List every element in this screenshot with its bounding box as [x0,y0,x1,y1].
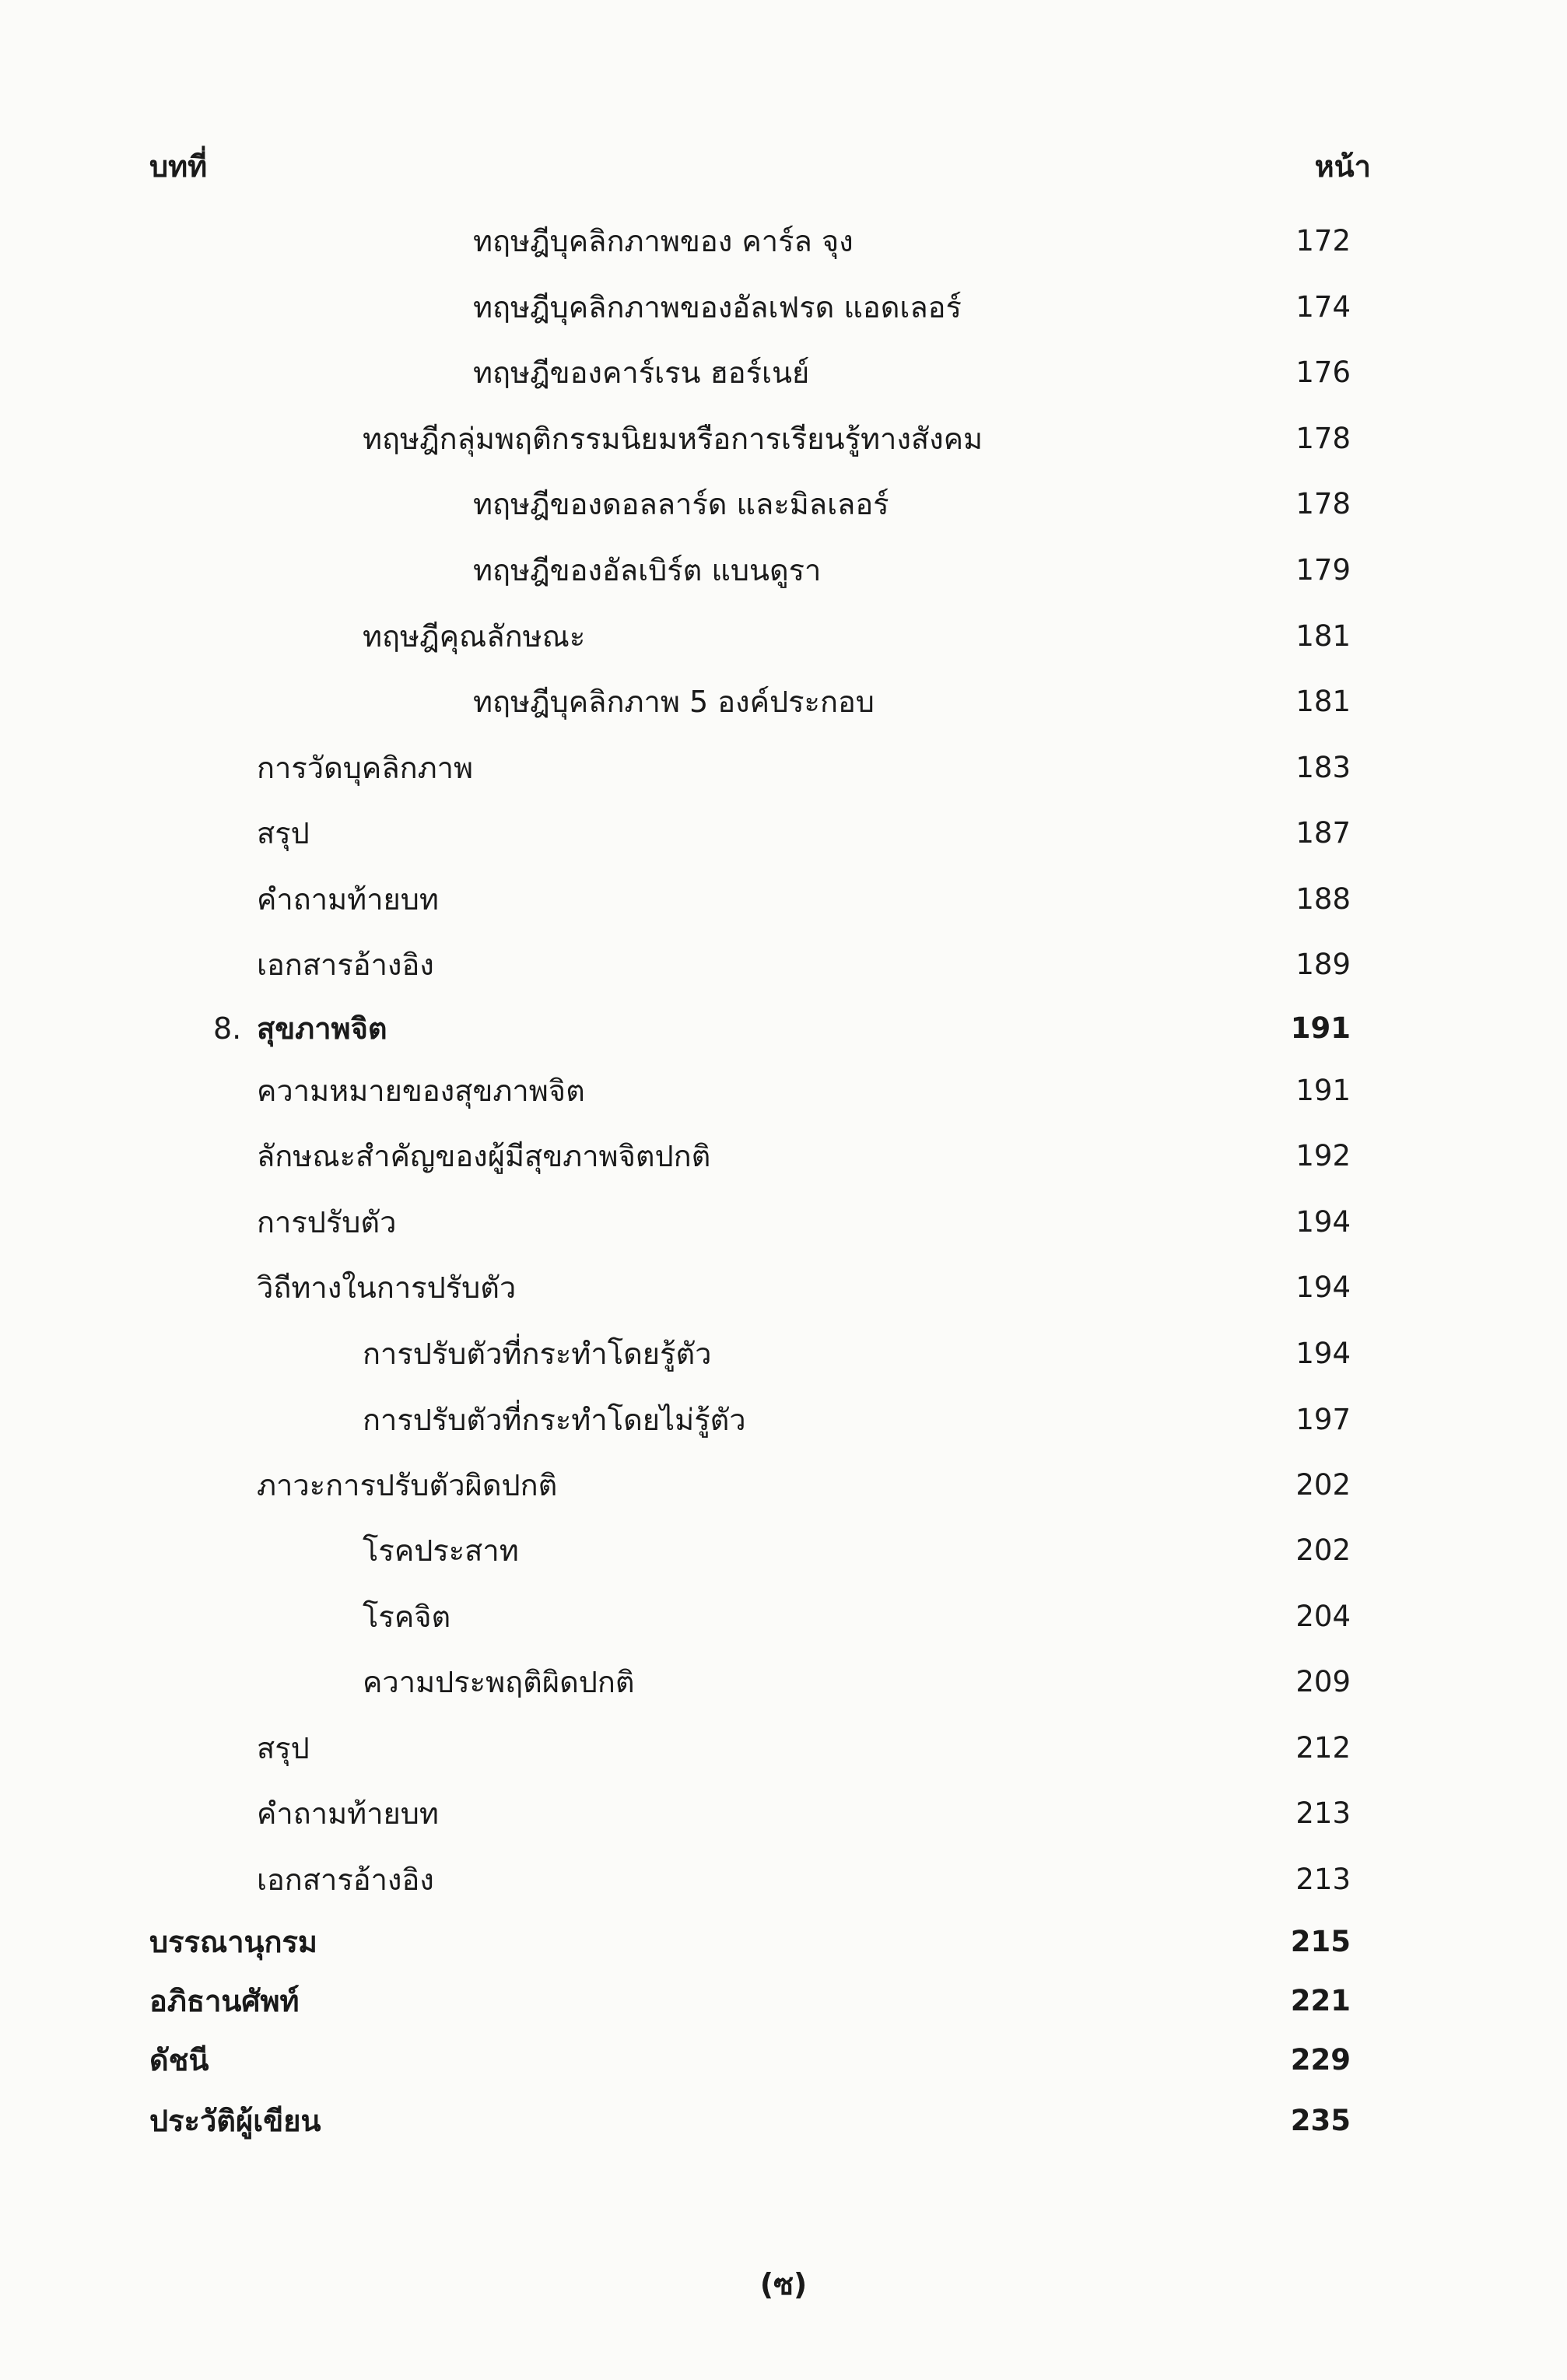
toc-entry [0,1790,1567,1837]
toc-entry-title: การปรับตัวที่กระทำโดยไม่รู้ตัว [363,1403,746,1437]
toc-entry-page: 172 [1295,224,1351,258]
toc-entry-page: 183 [1295,751,1351,784]
page-number-marker: (ซ) [759,2267,808,2301]
toc-entry-page: 215 [1290,1925,1351,1958]
toc-entry-title: ดัชนี [149,2043,209,2077]
toc-entry-title: คำถามท้ายบท [257,882,439,917]
toc-entry-page: 179 [1295,553,1351,587]
toc-entry [0,284,1567,331]
toc-entry [0,481,1567,528]
toc-entry-page: 202 [1295,1534,1351,1567]
toc-entry [0,1330,1567,1377]
toc-entry-page: 187 [1295,816,1351,850]
toc-entry-title: ภาวะการปรับตัวผิดปกติ [257,1468,558,1502]
toc-entry-page: 194 [1295,1337,1351,1370]
toc-entry-page: 189 [1295,948,1351,981]
toc-entry [0,218,1567,265]
toc-entry-page: 235 [1290,2104,1351,2137]
toc-entry [0,1199,1567,1246]
toc-entry-title: ทฤษฎีของคาร์เรน ฮอร์เนย์ [473,356,810,390]
toc-entry-page: 212 [1295,1731,1351,1765]
toc-entry [0,941,1567,988]
toc-entry-page: 213 [1295,1796,1351,1830]
chapter-column-header: บทที่ [149,149,208,184]
toc-entry-title: บรรณานุกรม [149,1925,317,1959]
toc-entry [0,415,1567,462]
toc-entry-title: สรุป [257,816,310,850]
page-column-header: หน้า [1314,149,1371,184]
toc-entry-title: สุขภาพจิต [257,1011,387,1046]
toc-chapter-entry [0,1005,1567,1052]
toc-entry-title: ทฤษฎีบุคลิกภาพของ คาร์ล จุง [473,224,854,258]
toc-entry-page: 213 [1295,1863,1351,1896]
toc-entry-title: เอกสารอ้างอิง [257,948,434,982]
toc-entry-page: 221 [1290,1984,1351,2017]
toc-entry-title: ทฤษฎีกลุ่มพฤติกรรมนิยมหรือการเรียนรู้ทางสังคม [363,422,983,456]
toc-entry-page: 176 [1295,356,1351,389]
toc-entry [0,1133,1567,1179]
toc-entry [0,876,1567,923]
toc-entry [0,1264,1567,1311]
toc-entry [0,745,1567,791]
toc-entry-page: 178 [1295,487,1351,521]
toc-entry-title: การวัดบุคลิกภาพ [257,751,474,785]
toc-section-entry [0,2037,1567,2084]
toc-entry [0,1527,1567,1574]
toc-entry [0,1593,1567,1640]
toc-entry-title: อภิธานศัพท์ [149,1984,300,2018]
toc-entry [0,1462,1567,1509]
toc-entry-page: 204 [1295,1600,1351,1633]
toc-entry [0,547,1567,594]
toc-entry-title: โรคประสาท [363,1534,519,1568]
toc-entry [0,678,1567,725]
toc-section-entry [0,1919,1567,1965]
toc-entry [0,349,1567,396]
toc-entry-title: ทฤษฎีบุคลิกภาพของอัลเฟรด แอดเลอร์ [473,290,962,324]
toc-entry-title: ประวัติผู้เขียน [149,2104,321,2138]
toc-entry-title: ความประพฤติผิดปกติ [363,1665,635,1699]
toc-entry [0,1856,1567,1903]
toc-entry-title: ทฤษฎีคุณลักษณะ [363,619,586,654]
toc-entry-page: 197 [1295,1403,1351,1436]
toc-entry [0,1067,1567,1114]
toc-entry [0,1659,1567,1705]
toc-entry [0,1725,1567,1772]
toc-entry [0,1397,1567,1443]
toc-entry-page: 174 [1295,290,1351,324]
toc-entry-page: 209 [1295,1665,1351,1698]
toc-entry-page: 194 [1295,1205,1351,1239]
toc-entry-title: เอกสารอ้างอิง [257,1863,434,1897]
chapter-number: 8. [213,1011,242,1046]
toc-entry-title: วิถีทางในการปรับตัว [257,1271,517,1305]
toc-entry-title: คำถามท้ายบท [257,1796,439,1831]
toc-section-entry [0,2098,1567,2144]
toc-entry [0,810,1567,857]
toc-entry-page: 229 [1290,2043,1351,2077]
toc-entry-page: 191 [1295,1074,1351,1107]
toc-entry-title: สรุป [257,1731,310,1765]
toc-entry-title: ทฤษฎีของอัลเบิร์ต แบนดูรา [473,553,822,587]
toc-entry-title: ทฤษฎีบุคลิกภาพ 5 องค์ประกอบ [473,685,875,719]
toc-entry-page: 194 [1295,1271,1351,1304]
toc-entry-title: ทฤษฎีของดอลลาร์ด และมิลเลอร์ [473,487,889,521]
toc-entry-page: 202 [1295,1468,1351,1502]
toc-section-entry [0,1978,1567,2024]
toc-entry-title: การปรับตัว [257,1205,397,1239]
toc-entry-page: 191 [1290,1011,1351,1045]
toc-entry-page: 188 [1295,882,1351,916]
toc-entry-page: 181 [1295,685,1351,718]
toc-entry-title: โรคจิต [363,1600,451,1634]
toc-entry-title: ความหมายของสุขภาพจิต [257,1074,585,1108]
toc-entry-page: 181 [1295,619,1351,653]
toc-entry-title: การปรับตัวที่กระทำโดยรู้ตัว [363,1337,712,1371]
toc-entry [0,613,1567,660]
toc-entry-page: 192 [1295,1139,1351,1172]
toc-entry-title: ลักษณะสำคัญของผู้มีสุขภาพจิตปกติ [257,1139,711,1173]
toc-entry-page: 178 [1295,422,1351,455]
